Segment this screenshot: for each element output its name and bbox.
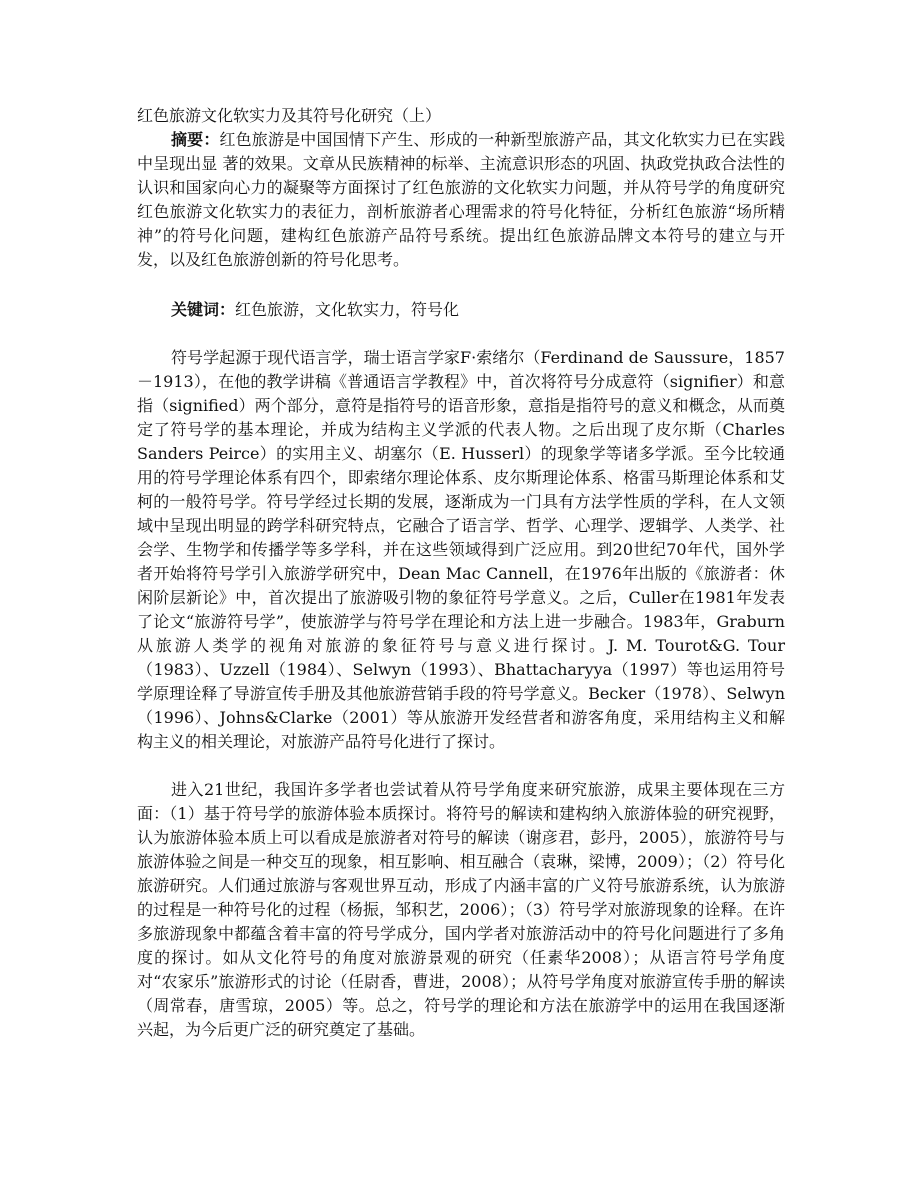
keywords-text: 红色旅游，文化软实力，符号化 bbox=[235, 300, 460, 319]
document-title: 红色旅游文化软实力及其符号化研究（上） bbox=[137, 106, 442, 125]
document-page bbox=[137, 104, 785, 1042]
body-paragraph-1: 符号学起源于现代语言学，瑞士语言学家F·索绪尔（Ferdinand de Saussure，1857－1913），在他的教学讲稿《普通语言学教程》中，首次将符号分成意符（signifier）和意指（signified）两个部分，意符是指符号的语音形象，意指是指符号的意义和概念，从而奠定了符号学的基本理论，并成为结构主义学派的代表人物。之后出现了皮尔斯（Charles Sanders Peirce）的实用主义、胡塞尔（E. Husserl）的现象学等诸多学派。至今比较通用的符号学理论体系有四个，即索绪尔理论体系、皮尔斯理论体系、格雷马斯理论体系和艾柯的一般符号学。符号学经过长期的发展，逐渐成为一门具有方法学性质的学科，在人文领域中呈现出明显的跨学科研究特点，它融合了语言学、哲学、心理学、逻辑学、人类学、社会学、生物学和传播学等多学科，并在这些领域得到广泛应用。到20世纪70年代，国外学者开始将符号学引入旅游学研究中，Dean Mac Cannell，在1976年出版的《旅游者：休闲阶层新论》中，首次提出了旅游吸引物的象征符号学意义。之后，Culler在1981年发表了论文“旅游符号学”，使旅游学与符号学在理论和方法上进一步融合。1983年，Graburn从旅游人类学的视角对旅游的象征符号与意义进行探讨。J. M. Tourot&G. Tour（1983）、Uzzell（1984）、Selwyn（1993）、Bhattacharyya（1997）等也运用符号学原理诠释了导游宣传手册及其他旅游营销手段的符号学意义。Becker（1978）、Selwyn（1996）、Johns&Clarke（2001）等从旅游开发经营者和游客角度，采用结构主义和解构主义的相关理论，对旅游产品符号化进行了探讨。 bbox=[137, 348, 785, 751]
keywords-paragraph bbox=[137, 298, 785, 322]
body-paragraph-2: 进入21世纪，我国许多学者也尝试着从符号学角度来研究旅游，成果主要体现在三方面：（1）基于符号学的旅游体验本质探讨。将符号的解读和建构纳入旅游体验的研究视野，认为旅游体验本质上可以看成是旅游者对符号的解读（谢彦君，彭丹，2005），旅游符号与旅游体验之间是一种交互的现象，相互影响、相互融合（袁琳，梁博，2009）；（2）符号化旅游研究。人们通过旅游与客观世界互动，形成了内涵丰富的广义符号旅游系统，认为旅游的过程是一种符号化的过程（杨振，邹积艺，2006）；（3）符号学对旅游现象的诠释。在许多旅游现象中都蕴含着丰富的符号学成分，国内学者对旅游活动中的符号化问题进行了多角度的探讨。如从文化符号的角度对旅游景观的研究（任素华2008）；从语言符号学角度对“农家乐”旅游形式的讨论（任尉香，曹进，2008）；从符号学角度对旅游宣传手册的解读（周常春，唐雪琼，2005）等。总之，符号学的理论和方法在旅游学中的运用在我国逐渐兴起，为今后更广泛的研究奠定了基础。 bbox=[137, 780, 785, 1039]
abstract-text: 红色旅游是中国国情下产生、形成的一种新型旅游产品，其文化软实力已在实践中呈现出显 著的效果。文章从民族精神的标举、主流意识形态的巩固、执政党执政合法性的认识和国家向心力的凝聚等方面探讨了红色旅游的文化软实力问题，并从符号学的角度研究红色旅游文化软实力的表征力，剖析旅游者心理需求的符号化特征，分析红色旅游“场所精神”的符号化问题，建构红色旅游产品符号系统。提出红色旅游品牌文本符号的建立与开发，以及红色旅游创新的符号化思考。 bbox=[137, 130, 785, 269]
keywords-label: 关键词： bbox=[171, 300, 236, 319]
abstract-label: 摘要： bbox=[171, 130, 220, 149]
abstract-paragraph bbox=[137, 128, 785, 272]
